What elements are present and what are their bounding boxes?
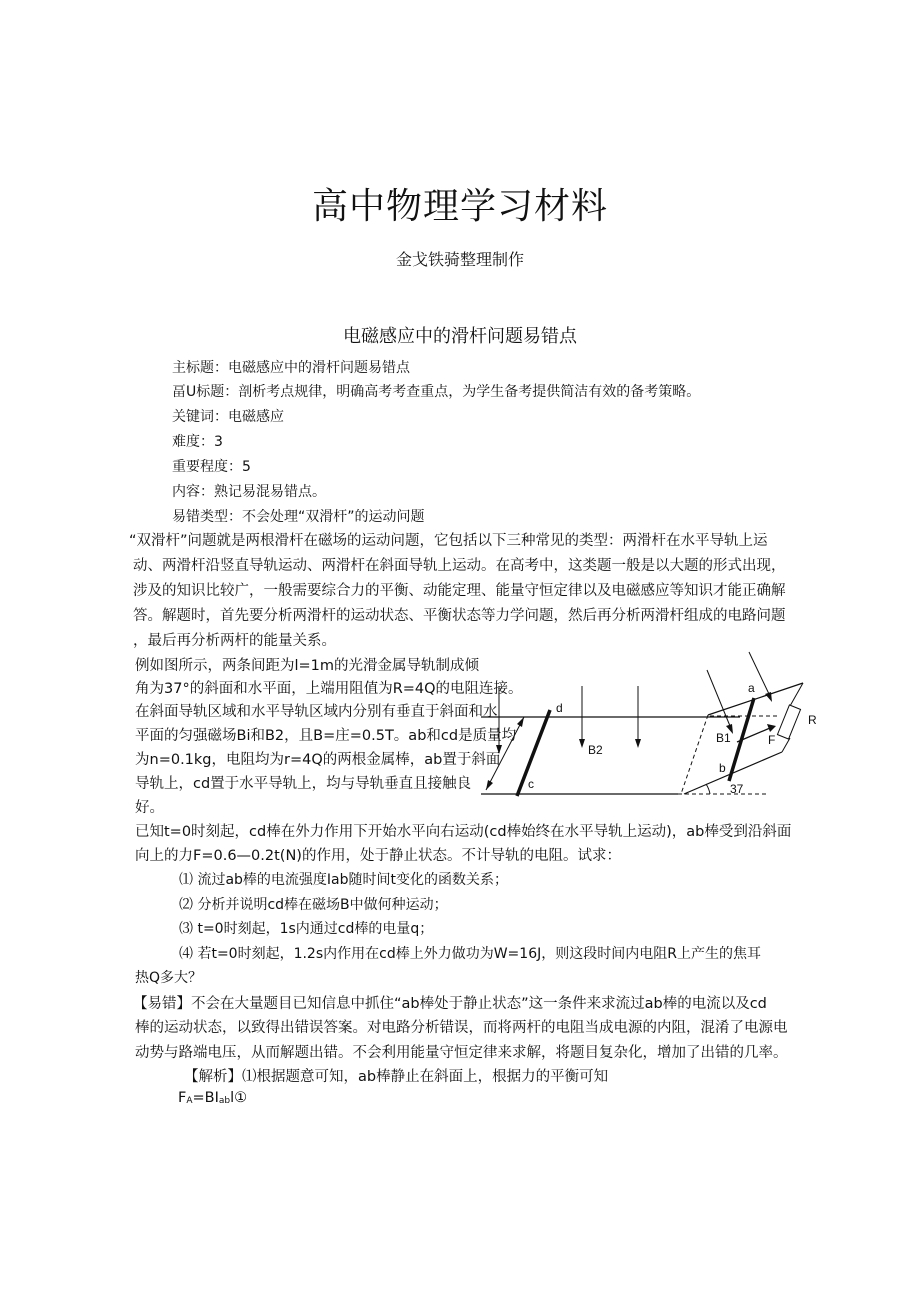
arrowhead xyxy=(579,739,585,748)
resistor-r xyxy=(777,705,800,739)
angle-arc xyxy=(706,784,710,794)
arrowhead xyxy=(496,745,502,754)
meta-content: 内容：熟记易混易错点。 xyxy=(172,484,326,500)
meta-main-title: 主标题：电磁感应中的滑杆问题易错点 xyxy=(172,360,410,376)
label-b2: B2 xyxy=(588,743,603,757)
rail-diagram xyxy=(478,648,823,808)
meta-error-type: 易错类型：不会处理“双滑杆”的运动问题 xyxy=(172,509,425,525)
formula-part: l① xyxy=(230,1090,248,1106)
example-line: 角为37°的斜面和水平面，上端用阻值为R=4Q的电阻连接。 xyxy=(135,681,523,697)
meta-keywords: 关键词：电磁感应 xyxy=(172,409,284,425)
label-angle: 37 xyxy=(730,782,744,796)
label-f: F xyxy=(768,733,776,747)
intro-line: ，最后再分析两杆的能量关系。 xyxy=(133,633,336,649)
label-b1: B1 xyxy=(716,731,731,745)
example-line: 好。 xyxy=(135,800,164,816)
label-r: R xyxy=(808,713,817,727)
example-line: 平面的匀强磁场Bi和B2，且B=庄=0.5T。ab和cd是质量均 xyxy=(135,728,517,744)
question-4: ⑷ 若t=0时刻起，1.2s内作用在cd棒上外力做功为W=16J，则这段时间内电阻R上产生的焦耳 xyxy=(179,946,761,962)
arrowhead xyxy=(486,780,493,790)
known-line: 向上的力F=0.6—0.2t(N)的作用，处于静止状态。不计导轨的电阻。试求： xyxy=(135,848,621,864)
question-3: ⑶ t=0时刻起，1s内通过cd棒的电量q； xyxy=(179,921,434,937)
intro-line: 答。解题时，首先要分析两滑杆的运动状态、平衡状态等力学问题，然后再分析两滑杆组成的电路问题 xyxy=(133,608,786,624)
page-title: 高中物理学习材料 xyxy=(311,186,608,227)
author-line: 金戈铁骑整理制作 xyxy=(395,250,524,269)
error-line: 动势与路端电压，从而解题出错。不会利用能量守恒定律来求解，将题目复杂化，增加了出错的几率。 xyxy=(135,1045,788,1061)
example-line: 导轨上，cd置于水平导轨上，均与导轨垂直且接触良 xyxy=(135,776,472,792)
question-4-cont: 热Q多大？ xyxy=(135,970,203,986)
arrowhead xyxy=(765,692,772,702)
arrowhead xyxy=(635,739,641,748)
formula-line xyxy=(178,1090,247,1106)
section-title: 电磁感应中的滑杆问题易错点 xyxy=(343,326,577,347)
error-line: 【易错】不会在大量题目已知信息中抓住“ab棒处于静止状态”这一条件来求流过ab棒的电流以及cd xyxy=(133,996,767,1012)
resistor-wire xyxy=(782,738,790,752)
question-1: ⑴ 流过ab棒的电流强度Iab随时间t变化的函数关系； xyxy=(179,872,508,888)
label-c: c xyxy=(528,777,534,791)
label-a: a xyxy=(748,681,755,695)
label-b: b xyxy=(719,761,726,775)
example-line: 例如图所示，两条间距为l=1m的光滑金属导轨制成倾 xyxy=(135,658,480,674)
formula-part: =BI xyxy=(192,1090,219,1106)
intro-line: 涉及的知识比较广，一般需要综合力的平衡、动能定理、能量守恒定律以及电磁感应等知识才能正确解 xyxy=(133,583,786,599)
label-d: d xyxy=(556,701,563,715)
question-2: ⑵ 分析并说明cd棒在磁场B中做何种运动； xyxy=(179,897,448,913)
intro-line: 动、两滑杆沿竖直导轨运动、两滑杆在斜面导轨上运动。在高考中，这类题一般是以大题的形式出现， xyxy=(133,558,786,574)
error-line: 棒的运动状态，以致得出错误答案。对电路分析错误，而将两杆的电阻当成电源的内阻，混淆了电源电 xyxy=(135,1020,788,1036)
intro-line: “双滑杆”问题就是两根滑杆在磁场的运动问题，它包括以下三种常见的类型：两滑杆在水平导轨上运 xyxy=(129,533,768,549)
incline-edge-dashed xyxy=(681,715,708,794)
arrowhead xyxy=(517,717,524,727)
example-line: 为n=0.1kg，电阻均为r=4Q的两根金属棒，ab置于斜面 xyxy=(135,752,501,768)
example-line: 在斜面导轨区域和水平导轨区域内分别有垂直于斜面和水 xyxy=(135,704,498,720)
meta-difficulty: 难度：3 xyxy=(172,434,223,450)
solution-line: 【解析】⑴根据题意可知，ab棒静止在斜面上，根据力的平衡可知 xyxy=(184,1069,609,1085)
known-line: 已知t=0时刻起，cd棒在外力作用下开始水平向右运动(cd棒始终在水平导轨上运动)，ab棒受到沿斜面 xyxy=(135,824,792,840)
formula-subscript: A xyxy=(186,1096,193,1106)
meta-subtitle: 畐U标题：剖析考点规律，明确高考考查重点，为学生备考提供简洁有效的备考策略。 xyxy=(172,384,701,400)
width-arrow-line xyxy=(486,717,524,790)
formula-subscript: ab xyxy=(218,1096,231,1106)
formula-part: F xyxy=(178,1090,187,1106)
meta-importance: 重要程度：5 xyxy=(172,459,251,475)
